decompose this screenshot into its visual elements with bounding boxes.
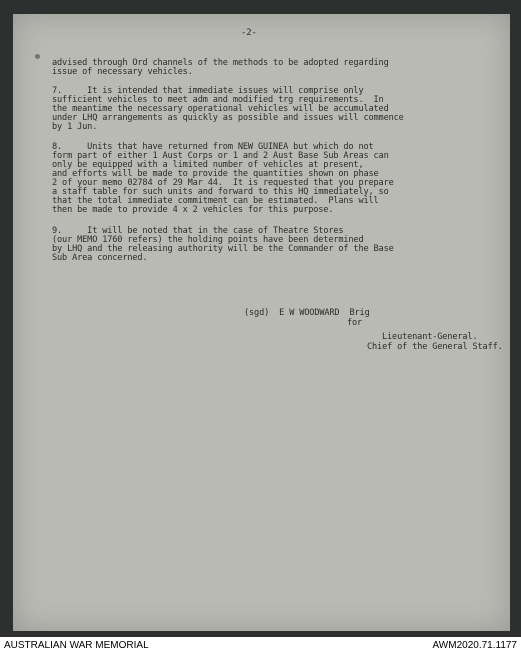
archive-reference: AWM2020.71.1177 [432,640,517,651]
signature-line: (sgd) E W WOODWARD Brig [244,308,370,318]
paragraph-9-line: Sub Area concerned. [52,253,148,263]
paragraph-7-line: by 1 Jun. [52,122,98,132]
paragraph-8-line: 8. Units that have returned from NEW GUINEA but which do not [52,142,374,152]
paragraph-7-line: under LHQ arrangements as quickly as possible and issues will commence [52,113,404,123]
document-page [13,14,510,631]
paragraph-8-line: that the total immediate commitment can be estimated. Plans will [52,196,379,206]
signatory-rank: Lieutenant-General. [382,332,478,342]
paragraph-9-line: 9. It will be noted that in the case of Theatre Stores [52,226,344,236]
paragraph-7-line: sufficient vehicles to meet adm and modified trg requirements. In [52,95,384,105]
paragraph-8-line: 2 of your memo 02784 of 29 Mar 44. It is requested that you prepare [52,178,394,188]
paragraph-9-line: by LHQ and the releasing authority will be the Commander of the Base [52,244,394,254]
paragraph-8-line: a staff table for such units and forward to this HQ immediately, so [52,187,389,197]
signatory-title: Chief of the General Staff. [367,342,503,352]
paragraph-7-line: 7. It is intended that immediate issues will comprise only [52,86,364,96]
for-line: for [347,318,363,328]
ink-blot [35,54,40,59]
paragraph-9-line: (our MEMO 1760 refers) the holding points have been determined [52,235,364,245]
body-line: issue of necessary vehicles. [52,67,193,77]
archive-name: AUSTRALIAN WAR MEMORIAL [4,640,149,651]
archive-footer [0,637,521,653]
paragraph-7-line: the meantime the necessary operational vehicles will be accumulated [52,104,389,114]
page-number: -2- [241,28,257,38]
paragraph-8-line: then be made to provide 4 x 2 vehicles for this purpose. [52,205,334,215]
body-line: advised through Ord channels of the methods to be adopted regarding [52,58,389,68]
paragraph-8-line: and efforts will be made to provide the quantities shown on phase [52,169,379,179]
paragraph-8-line: form part of either 1 Aust Corps or 1 and 2 Aust Base Sub Areas can [52,151,389,161]
paragraph-8-line: only be equipped with a limited number of vehicles at present, [52,160,364,170]
